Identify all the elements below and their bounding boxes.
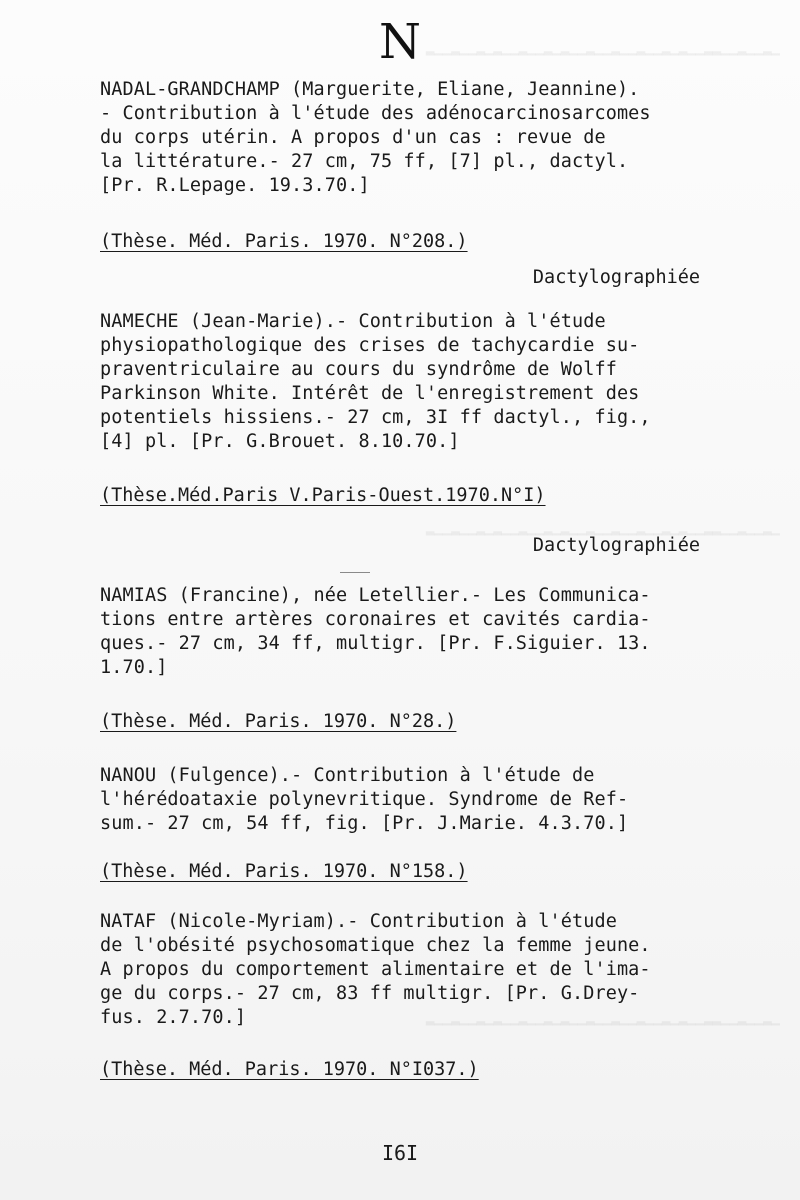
- entry-line: praventriculaire au cours du syndrôme de Wolff: [100, 359, 617, 380]
- thesis-reference-text: (Thèse.Méd.Paris V.Paris-Ouest.1970.N°I): [100, 485, 546, 506]
- bibliography-entry: [100, 584, 720, 680]
- entry-line: de l'obésité psychosomatique chez la femme jeune.: [100, 935, 651, 956]
- entry-line: fus. 2.7.70.]: [100, 1007, 247, 1028]
- thesis-reference: [100, 710, 720, 734]
- page-number: I6I: [381, 1141, 419, 1165]
- entry-line: tions entre artères coronaires et cavités cardia-: [100, 609, 651, 630]
- entry-line: A propos du comportement alimentaire et de l'ima-: [100, 959, 651, 980]
- thesis-reference-text: (Thèse. Méd. Paris. 1970. N°208.): [100, 231, 468, 252]
- typescript-note: Dactylographiée: [532, 267, 700, 288]
- entry-line: ques.- 27 cm, 34 ff, multigr. [Pr. F.Siguier. 13.: [100, 633, 651, 654]
- entry-line: - Contribution à l'étude des adénocarcinosarcomes: [100, 103, 651, 124]
- thesis-reference: [100, 1058, 720, 1082]
- typescript-note: Dactylographiée: [532, 535, 700, 556]
- thesis-reference: [100, 860, 720, 884]
- entry-line: la littérature.- 27 cm, 75 ff, [7] pl., dactyl.: [100, 151, 629, 172]
- entry-line: potentiels hissiens.- 27 cm, 3I ff dactyl., fig.,: [100, 407, 651, 428]
- entry-line: [4] pl. [Pr. G.Brouet. 8.10.70.]: [100, 431, 460, 452]
- thesis-reference: [100, 484, 720, 508]
- entry-line: [Pr. R.Lepage. 19.3.70.]: [100, 175, 370, 196]
- thesis-reference-text: (Thèse. Méd. Paris. 1970. N°28.): [100, 711, 457, 732]
- entry-line: NAMIAS (Francine), née Letellier.- Les Communica-: [100, 585, 651, 606]
- entry-line: l'hérédoataxie polynevritique. Syndrome de Ref-: [100, 789, 629, 810]
- show-through-texture: ▁▂▁▁▂▁▁▂▂▁▁▂▁▂▁▁▂▁▁▂▁▁▂▁▁▂▁▂▁▁▂▁▁▂▁▂▁▁▂▁▁▂: [425, 40, 780, 56]
- bibliography-entry: [100, 310, 720, 454]
- entry-line: physiopathologique des crises de tachycardie su-: [100, 335, 640, 356]
- entry-line: ge du corps.- 27 cm, 83 ff multigr. [Pr. G.Drey-: [100, 983, 640, 1004]
- section-letter-heading: N: [379, 14, 421, 70]
- bibliography-entry: [100, 78, 720, 198]
- bibliography-entry: [100, 910, 720, 1030]
- thesis-reference-text: (Thèse. Méd. Paris. 1970. N°I037.): [100, 1059, 479, 1080]
- entry-line: NANOU (Fulgence).- Contribution à l'étude de: [100, 765, 595, 786]
- show-through-texture: ▁▂▁▁▂▁▁▂▂▁▁▂▁▂▁▁▂▁▁▂▁▁▂▁▁▂▁▂▁▁▂▁▁▂▁▂▁▁▂▁▁▂: [425, 1010, 780, 1026]
- entry-line: NADAL-GRANDCHAMP (Marguerite, Eliane, Jeannine).: [100, 79, 640, 100]
- divider: [340, 572, 370, 573]
- entry-line: 1.70.]: [100, 657, 168, 678]
- entry-line: du corps utérin. A propos d'un cas : revue de: [100, 127, 606, 148]
- entry-line: Parkinson White. Intérêt de l'enregistrement des: [100, 383, 640, 404]
- bibliography-entry: [100, 764, 720, 836]
- thesis-reference: [100, 230, 720, 254]
- entry-line: NAMECHE (Jean-Marie).- Contribution à l'étude: [100, 311, 606, 332]
- thesis-reference-text: (Thèse. Méd. Paris. 1970. N°158.): [100, 861, 468, 882]
- show-through-texture: ▁▂▁▁▂▁▁▂▂▁▁▂▁▂▁▁▂▁▁▂▁▁▂▁▁▂▁▂▁▁▂▁▁▂▁▂▁▁▂▁▁▂: [425, 520, 780, 536]
- entry-line: NATAF (Nicole-Myriam).- Contribution à l'étude: [100, 911, 617, 932]
- entry-line: sum.- 27 cm, 54 ff, fig. [Pr. J.Marie. 4.3.70.]: [100, 813, 629, 834]
